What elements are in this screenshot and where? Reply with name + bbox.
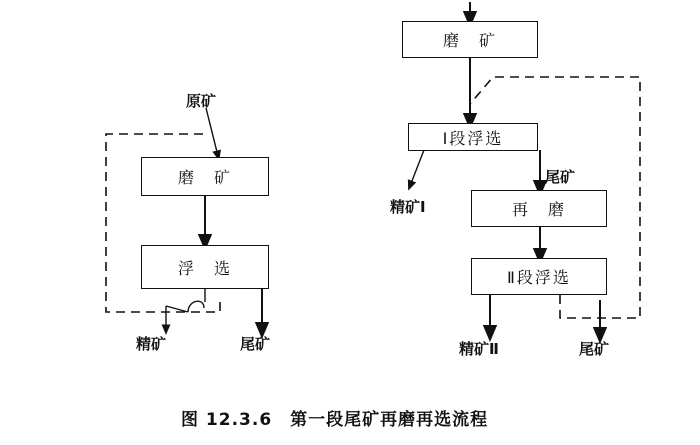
right-box-flotation-2-label: Ⅱ段浮选 [507, 268, 571, 287]
right-box-flotation-1 [408, 123, 538, 151]
right-label-concentrate-1: 精矿Ⅰ [390, 198, 426, 216]
left-box-grinding [141, 157, 269, 196]
right-box-flotation-2 [471, 258, 607, 295]
right-label-mid-tailings: 尾矿 [545, 168, 576, 186]
right-box-regrind [471, 190, 607, 227]
figure-caption: 图 12.3.6 第一段尾矿再磨再选流程 [181, 410, 489, 430]
left-label-raw-ore: 原矿 [186, 92, 217, 110]
left-label-concentrate: 精矿 [136, 335, 167, 353]
right-box-regrind-label: 再 磨 [511, 200, 566, 219]
right-label-concentrate-2: 精矿Ⅱ [459, 340, 499, 358]
right-box-flotation-1-label: Ⅰ段浮选 [442, 128, 504, 148]
left-label-tailings: 尾矿 [240, 335, 271, 353]
left-box-flotation [141, 245, 269, 289]
left-box-flotation-label: 浮 选 [177, 258, 232, 278]
left-box-grinding-label: 磨 矿 [177, 168, 232, 187]
right-box-grinding [402, 21, 538, 58]
right-label-final-tailings: 尾矿 [579, 340, 610, 358]
right-box-grinding-label: 磨 矿 [442, 31, 497, 50]
